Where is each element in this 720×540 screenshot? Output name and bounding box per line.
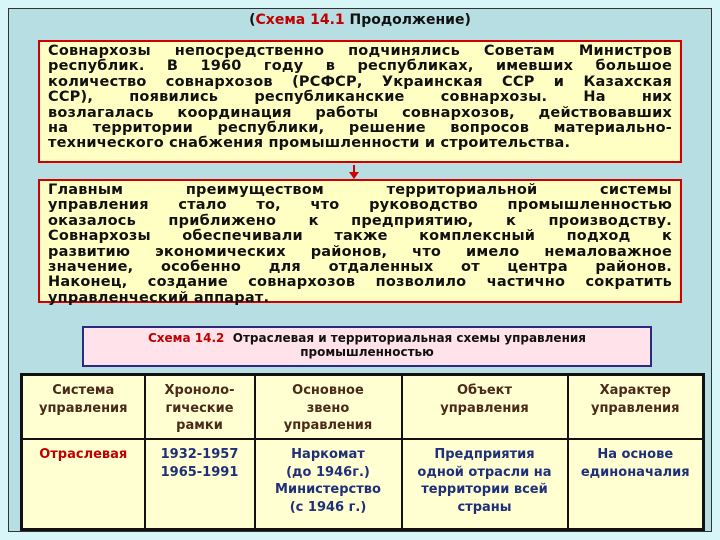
text-line: количество совнархозов (РСФСР, Украинская ССР и Казахская <box>48 73 672 90</box>
table-cell: На основе единоначалия <box>568 439 704 530</box>
table-cell: Наркомат (до 1946г.) Министерство (с 1946 г.) <box>255 439 402 530</box>
text-line: значение, особенно для отдаленных от центра районов. <box>48 259 672 276</box>
header-cell: Хроноло- гические рамки <box>145 375 255 440</box>
text-line: Главным преимуществом территориальной системы <box>48 182 672 198</box>
management-systems-table <box>20 373 705 531</box>
table-header-row <box>22 375 704 440</box>
table-cell: Отраслевая <box>22 439 145 530</box>
header-cell: Система управления <box>22 375 145 440</box>
text-line: управления стало то, что руководство промышленностью <box>48 197 672 214</box>
slide-title: (Схема 14.1 Продолжение) <box>249 12 471 28</box>
table-cell: 1932-1957 1965-1991 <box>145 439 255 530</box>
schema-title-line1: Отраслевая и территориальная схемы управления <box>232 331 586 345</box>
text-line: республик. В 1960 году в республиках, имевших большое <box>48 58 672 75</box>
text-line: технического снабжения промышленности и строительства. <box>48 135 571 152</box>
text-line: возлагалась координация работы совнархозов, действовавших <box>48 104 672 121</box>
text-line: развитию экономических районов, что имело немаловажное <box>48 243 672 260</box>
schema-label: Схема 14.2 <box>148 331 225 345</box>
text-line: оказалось приближено к предприятию, к производству. <box>48 212 672 229</box>
text-line: на территории республики, решение вопросов материально- <box>48 120 672 137</box>
text-line: Наконец, создание совнархозов позволило частично сократить <box>48 274 672 291</box>
text-line: Совнархозы обеспечивали также комплексный подход к <box>48 228 672 245</box>
text-line: управленческий аппарат. <box>48 289 270 306</box>
territorial-advantages-box <box>38 179 682 306</box>
header-cell: Основное звено управления <box>255 375 402 440</box>
table-row <box>22 439 704 530</box>
schema-label: Схема 14.1 <box>255 12 345 28</box>
schema-title-line2: промышленностью <box>300 345 434 359</box>
schema-14-2-heading <box>82 326 652 367</box>
sovnarkhoz-subordination-box <box>38 40 682 163</box>
header-cell: Объект управления <box>402 375 568 440</box>
title-text: Продолжение <box>349 12 465 28</box>
text-line: ССР), появились республиканские совнархозы. На них <box>48 89 672 106</box>
text-line: Совнархозы непосредственно подчинялись Советам Министров <box>48 43 672 59</box>
header-cell: Характер управления <box>568 375 704 440</box>
table-cell: Предприятия одной отрасли на территории всей страны <box>402 439 568 530</box>
